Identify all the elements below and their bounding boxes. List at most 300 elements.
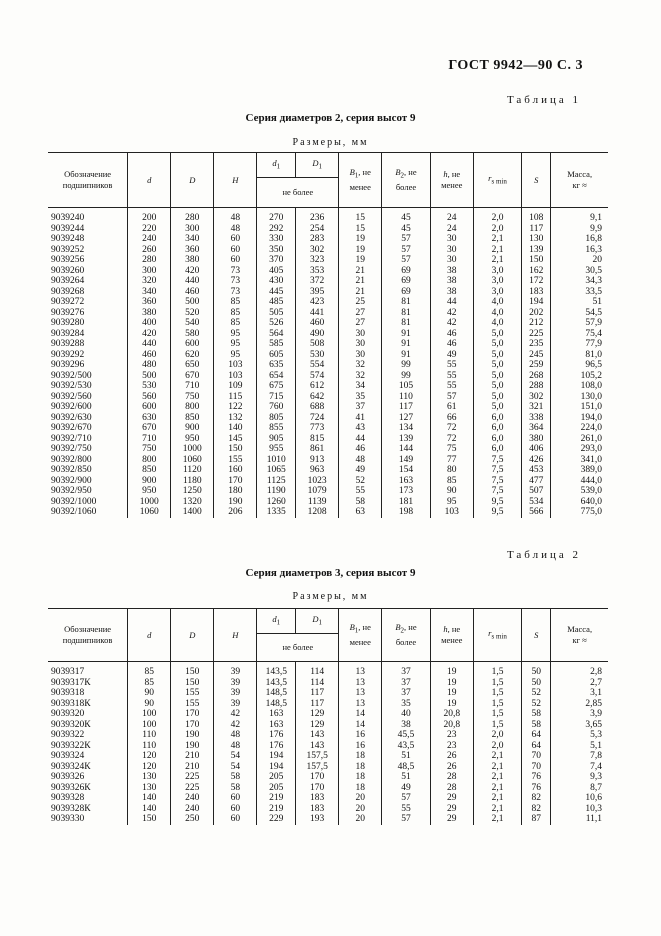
table-cell: 117 [296,688,339,699]
table-cell: 6,0 [473,423,521,434]
table-cell: 9039317К [51,677,91,688]
table-cell: 270 [257,213,296,224]
table-cell: 151,0 [551,402,608,413]
table2-body [48,662,608,825]
table-cell: 57 [382,245,430,256]
table-cell: 855 [257,423,296,434]
col-designation: Обозначение подшипников [48,609,128,662]
table-cell: 805 [257,413,296,424]
table-cell: 20 [339,814,382,825]
table-cell: 372 [296,276,339,287]
table-cell: 32 [339,371,382,382]
table-cell: 90392/750 [51,444,92,454]
table-cell: 280 [171,213,214,224]
table-cell: 16,8 [551,234,608,245]
table-cell: 507 [522,486,551,497]
table-cell: 60 [214,804,257,815]
col-d1: $d_1$ [257,153,296,178]
table-cell: 654 [257,371,296,382]
table-cell: 15 [339,224,382,235]
table-cell: 353 [296,266,339,277]
table-cell: 430 [257,276,296,287]
table-cell: 9039244 [51,223,85,234]
table-cell: 55 [430,371,473,382]
table-cell: 773 [296,423,339,434]
table-cell: 670 [171,371,214,382]
table-cell: 9,5 [473,497,521,508]
table-cell: 480 [128,360,171,371]
table-cell: 900 [128,476,171,487]
table-cell: 800 [171,402,214,413]
table-cell: 44 [339,434,382,445]
table-cell: 52 [339,476,382,487]
table-row [48,783,608,794]
table-row [48,402,608,413]
table-row [48,350,608,361]
table-cell: 103 [430,507,473,518]
table-row [48,678,608,689]
col-H: H [214,153,257,208]
table-cell: 163 [382,476,430,487]
table-cell: 440 [128,339,171,350]
table-cell: 389,0 [551,465,608,476]
table-cell: 26 [430,762,473,773]
table-cell: 150 [214,444,257,455]
table-cell: 26 [430,751,473,762]
table-cell: 110 [128,730,171,741]
table-cell: 219 [257,793,296,804]
table-cell: 9039320 [51,709,85,719]
table-cell: 51 [551,297,608,308]
table-cell: 170 [214,476,257,487]
col-B2: $B_2$, не более [382,609,430,662]
table-cell: 194 [522,297,551,308]
table-cell: 105,2 [551,371,608,382]
table-cell: 49 [382,783,430,794]
table-cell: 148,5 [257,699,296,710]
table-cell: 39 [214,667,257,678]
table-cell: 69 [382,276,430,287]
table-cell: 9039326 [51,772,85,782]
table-cell: 129 [296,720,339,731]
table-cell: 9039318 [51,688,85,698]
table-cell: 2,1 [473,234,521,245]
table-cell: 155 [171,699,214,710]
table-cell: 150 [522,255,551,266]
table-cell: 77 [430,455,473,466]
table-cell: 302 [522,392,551,403]
col-B1: $B_1$, не менее [339,609,382,662]
table-cell: 150 [171,667,214,678]
table-cell: 900 [171,423,214,434]
table-cell: 220 [128,224,171,235]
table-row [48,444,608,455]
table-row [48,688,608,699]
table-cell: 9039328 [51,793,85,803]
table-cell: 61 [430,402,473,413]
table-cell: 28 [430,772,473,783]
table-cell: 2,1 [473,245,521,256]
table-cell: 5,0 [473,329,521,340]
table-cell: 268 [522,371,551,382]
table-cell: 1,5 [473,678,521,689]
table-cell: 130 [522,234,551,245]
table-cell: 20 [551,255,608,266]
table-cell: 3,9 [551,709,608,720]
table-cell: 13 [339,688,382,699]
table-cell: 441 [296,308,339,319]
table-cell: 760 [257,402,296,413]
table-cell: 9039317 [51,667,85,677]
table-cell: 19 [430,688,473,699]
table-cell: 60 [214,245,257,256]
table-cell: 24 [430,224,473,235]
table-cell: 35 [339,392,382,403]
table-cell: 605 [257,350,296,361]
table-cell: 423 [296,297,339,308]
table-cell: 85 [214,308,257,319]
table-cell: 130,0 [551,392,608,403]
table-cell: 90392/710 [51,433,92,444]
table-cell: 560 [128,392,171,403]
table-cell: 90 [430,486,473,497]
table-cell: 9039322К [51,740,91,751]
table-cell: 642 [296,392,339,403]
table-cell: 505 [257,308,296,319]
table-cell: 3,0 [473,266,521,277]
table-cell: 190 [171,730,214,741]
table-cell: 194,0 [551,413,608,424]
table-cell: 800 [128,455,171,466]
table1-body [48,208,608,518]
table-row [48,465,608,476]
table2 [48,608,608,825]
table-cell: 66 [430,413,473,424]
table-cell: 5,0 [473,360,521,371]
table-row [48,720,608,731]
table-cell: 9039264 [51,276,85,286]
table-row [48,360,608,371]
table-cell: 520 [171,308,214,319]
table-cell: 76 [522,783,551,794]
table-row [48,476,608,487]
table-cell: 341,0 [551,455,608,466]
table-cell: 1180 [171,476,214,487]
table-cell: 338 [522,413,551,424]
table-row [48,804,608,815]
table-cell: 612 [296,381,339,392]
table-cell: 300 [128,266,171,277]
table-cell: 254 [296,224,339,235]
table-row [48,709,608,720]
table-cell: 400 [128,318,171,329]
table-cell: 20,8 [430,709,473,720]
table-row [48,308,608,319]
table-cell: 18 [339,783,382,794]
table-cell: 1,5 [473,688,521,699]
table-cell: 30 [339,339,382,350]
table-row [48,751,608,762]
table-cell: 180 [214,486,257,497]
col-h: h, не менее [430,609,473,662]
table-cell: 1,5 [473,720,521,731]
table-cell: 58 [214,783,257,794]
table-cell: 55 [430,381,473,392]
table-cell: 380 [522,434,551,445]
table-cell: 72 [430,423,473,434]
table-cell: 16 [339,741,382,752]
table-cell: 193 [296,814,339,825]
table-cell: 57 [382,814,430,825]
table-cell: 57 [382,234,430,245]
col-D: D [171,153,214,208]
table-cell: 225 [522,329,551,340]
table-cell: 30 [339,350,382,361]
table-cell: 85 [128,667,171,678]
table-cell: 90 [128,688,171,699]
table-cell: 73 [214,266,257,277]
table-cell: 46 [430,339,473,350]
table-cell: 340 [128,287,171,298]
table-cell: 229 [257,814,296,825]
table-cell: 90392/670 [51,423,92,433]
table-cell: 2,85 [551,699,608,710]
table-cell: 73 [214,287,257,298]
table-cell: 485 [257,297,296,308]
table-cell: 30 [430,234,473,245]
table-cell: 19 [430,667,473,678]
table-cell: 950 [171,434,214,445]
table-cell: 200 [128,213,171,224]
table-cell: 1,5 [473,709,521,720]
table-cell: 574 [296,371,339,382]
table-cell: 5,0 [473,371,521,382]
table-row [48,423,608,434]
table-cell: 539,0 [551,486,608,497]
table-cell: 260 [128,245,171,256]
table-cell: 170 [296,772,339,783]
table-cell: 20 [339,793,382,804]
table-cell: 18 [339,762,382,773]
table-row [48,371,608,382]
table-cell: 13 [339,699,382,710]
table-cell: 46 [339,444,382,455]
table-cell: 5,3 [551,730,608,741]
table-cell: 95 [214,339,257,350]
table-cell: 750 [171,392,214,403]
table-cell: 45 [382,213,430,224]
table-cell: 2,1 [473,772,521,783]
table-cell: 7,5 [473,476,521,487]
table-cell: 9039330 [51,814,85,824]
table-cell: 5,0 [473,381,521,392]
table-cell: 477 [522,476,551,487]
table-cell: 710 [128,434,171,445]
col-B1: $B_1$, не менее [339,153,382,208]
table-cell: 380 [128,308,171,319]
table-row [48,392,608,403]
table-cell: 2,1 [473,255,521,266]
table-row [48,276,608,287]
table-cell: 350 [257,245,296,256]
table-cell: 55 [382,804,430,815]
col-S: S [522,609,551,662]
table-cell: 30 [339,329,382,340]
table2-title: Серия диаметров 3, серия высот 9 [245,567,416,579]
table-cell: 13 [339,678,382,689]
table-cell: 140 [214,423,257,434]
table-cell: 57 [382,255,430,266]
table-cell: 37 [382,678,430,689]
table-cell: 5,0 [473,402,521,413]
table-row [48,507,608,518]
table1-units: Размеры, мм [292,137,369,148]
table-cell: 205 [257,783,296,794]
table-cell: 225 [171,783,214,794]
col-d: d [128,609,171,662]
table-cell: 321 [522,402,551,413]
table-cell: 1000 [128,497,171,508]
table-cell: 90392/800 [51,454,92,465]
table-cell: 1335 [257,507,296,518]
table-row [48,318,608,329]
table-cell: 55 [339,486,382,497]
table-cell: 90392/500 [51,370,92,381]
table-cell: 585 [257,339,296,350]
table-cell: 95 [430,497,473,508]
table-cell: 117 [522,224,551,235]
table-row [48,245,608,256]
table-cell: 360 [171,245,214,256]
table-cell: 155 [171,688,214,699]
table-cell: 2,1 [473,814,521,825]
table-row [48,762,608,773]
table-cell: 534 [522,497,551,508]
table-row [48,497,608,508]
table-cell: 205 [257,772,296,783]
table-cell: 76 [522,772,551,783]
table-cell: 82 [522,804,551,815]
table-cell: 9039324 [51,751,85,761]
table-cell: 3,65 [551,720,608,731]
table-cell: 206 [214,507,257,518]
table-cell: 87 [522,814,551,825]
table-cell: 460 [128,350,171,361]
table-cell: 194 [257,762,296,773]
table-cell: 85 [214,297,257,308]
table-cell: 148,5 [257,688,296,699]
table-cell: 7,4 [551,762,608,773]
table-cell: 9039240 [51,213,85,223]
col-not-more: не более [257,634,339,662]
table-cell: 210 [171,762,214,773]
table-cell: 245 [522,350,551,361]
table-cell: 564 [257,329,296,340]
table-cell: 90392/850 [51,465,92,475]
table-cell: 60 [214,814,257,825]
table-cell: 7,5 [473,465,521,476]
table-cell: 90392/1060 [51,507,97,517]
table-cell: 440 [171,276,214,287]
table-cell: 9039292 [51,349,85,360]
table-cell: 173 [382,486,430,497]
table-cell: 630 [128,413,171,424]
table-cell: 19 [339,255,382,266]
table-cell: 724 [296,413,339,424]
col-B2: $B_2$, не более [382,153,430,208]
table-cell: 27 [339,318,382,329]
table-cell: 259 [522,360,551,371]
table-cell: 9039284 [51,328,85,339]
table-cell: 710 [171,381,214,392]
table-cell: 5,0 [473,339,521,350]
col-r: $r_{s min}$ [473,609,521,662]
table-cell: 508 [296,339,339,350]
table-cell: 140 [128,793,171,804]
table-cell: 426 [522,455,551,466]
table-cell: 60 [214,793,257,804]
table-cell: 3,0 [473,276,521,287]
table-row [48,814,608,825]
table-cell: 49 [339,465,382,476]
table-cell: 2,1 [473,783,521,794]
table-cell: 2,0 [473,730,521,741]
table-cell: 13 [339,667,382,678]
table-cell: 57 [430,392,473,403]
table-cell: 132 [214,413,257,424]
table-cell: 14 [339,720,382,731]
col-designation: Обозначение подшипников [48,153,128,208]
table-cell: 4,0 [473,297,521,308]
table-cell: 240 [171,793,214,804]
table-cell: 240 [128,234,171,245]
table-cell: 150 [128,814,171,825]
table-cell: 530 [296,350,339,361]
table-cell: 9039296 [51,360,85,370]
table-cell: 198 [382,507,430,518]
table-cell: 1260 [257,497,296,508]
table-cell: 6,0 [473,444,521,455]
table-cell: 1,5 [473,699,521,710]
table-cell: 9039280 [51,318,85,328]
table-cell: 293,0 [551,444,608,455]
table-cell: 50 [522,678,551,689]
table-cell: 143 [296,741,339,752]
table-cell: 54 [214,762,257,773]
table-cell: 163 [257,709,296,720]
table-cell: 38 [430,276,473,287]
table-cell: 283 [296,234,339,245]
table-cell: 90392/900 [51,475,92,486]
table-cell: 51 [382,751,430,762]
table-cell: 29 [430,793,473,804]
table-cell: 163 [257,720,296,731]
table-cell: 27 [339,308,382,319]
table-cell: 580 [171,329,214,340]
table-cell: 38 [382,720,430,731]
table-cell: 500 [171,297,214,308]
table-cell: 2,1 [473,762,521,773]
table-cell: 117 [296,699,339,710]
col-h: h, не менее [430,153,473,208]
table-cell: 73 [214,276,257,287]
table-cell: 91 [382,350,430,361]
table-cell: 172 [522,276,551,287]
table-cell: 46 [430,329,473,340]
table-cell: 108 [522,213,551,224]
table-cell: 2,0 [473,224,521,235]
table-cell: 90392/560 [51,391,92,402]
